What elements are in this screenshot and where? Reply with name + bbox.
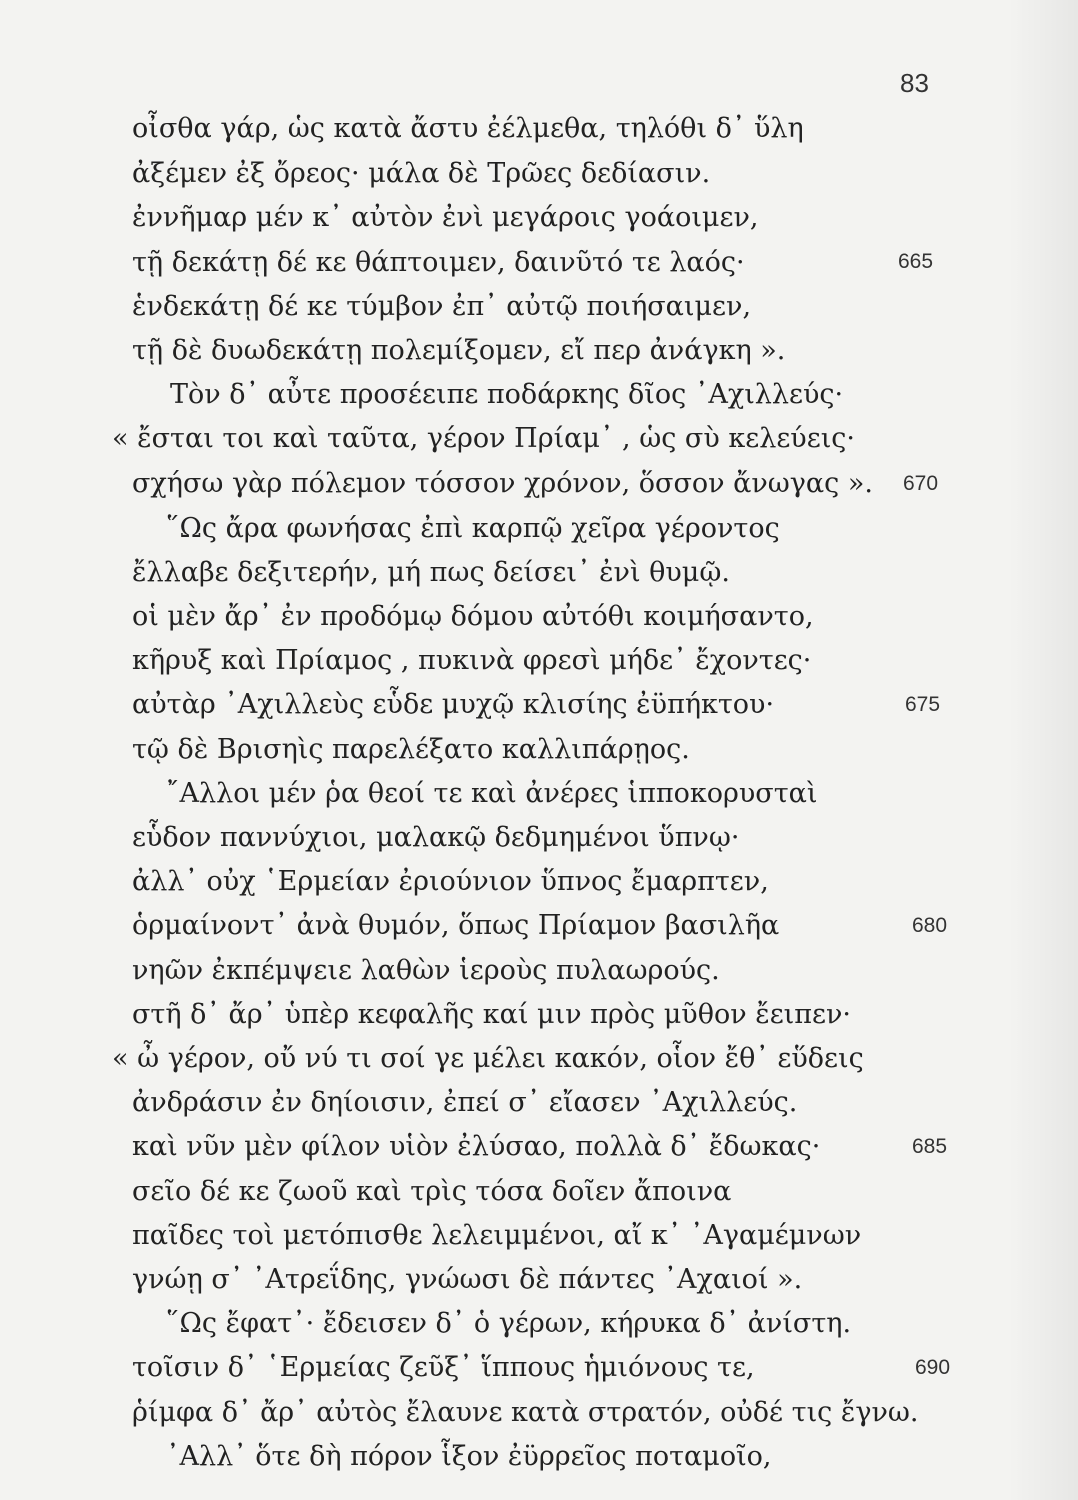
verse-line: εὗδον παννύχιοι, μαλακῷ δεδμημένοι ὕπνῳ· xyxy=(132,822,740,853)
verse-line: « ὦ γέρον, οὔ νύ τι σοί γε μέλει κακόν, οἷον ἔθ᾽ εὕδεις xyxy=(112,1043,864,1074)
verse-line: στῆ δ᾽ ἄρ᾽ ὑπὲρ κεφαλῆς καί μιν πρὸς μῦθον ἔειπεν· xyxy=(132,998,851,1030)
verse-line: ἀξέμεν ἐξ ὄρεος· μάλα δὲ Τρῶες δεδίασιν. xyxy=(132,158,711,190)
line-number: 665 xyxy=(898,249,934,273)
verse-line: Τὸν δ᾽ αὖτε προσέειπε ποδάρκης δῖος ᾽Αχιλλεύς· xyxy=(170,379,844,411)
verse-line: τῷ δὲ Βρισηὶς παρελέξατο καλλιπάρῃος. xyxy=(132,733,690,765)
verse-line: νηῶν ἐκπέμψειε λαθὼν ἱεροὺς πυλαωρούς. xyxy=(132,954,720,986)
verse-line: οἱ μὲν ἄρ᾽ ἐν προδόμῳ δόμου αὐτόθι κοιμήσαντο, xyxy=(132,601,814,632)
line-number: 680 xyxy=(912,913,948,937)
page-number: 83 xyxy=(900,68,929,98)
verse-line: καὶ νῦν μὲν φίλον υἱὸν ἐλύσαο, πολλὰ δ᾽ ἔδωκας· xyxy=(132,1131,821,1163)
verse-line: γνώῃ σ᾽ ᾽Ατρεΐδης, γνώωσι δὲ πάντες ᾽Αχαιοί ». xyxy=(132,1264,803,1295)
verse-line: ῎Αλλοι μέν ῥα θεοί τε καὶ ἀνέρες ἱπποκορυσταὶ xyxy=(166,777,818,809)
verse-line: κῆρυξ καὶ Πρίαμος , πυκινὰ φρεσὶ μήδε᾽ ἔχοντες· xyxy=(132,645,812,677)
verse-line: τοῖσιν δ᾽ ῾Ερμείας ζεῦξ᾽ ἵππους ἡμιόνους τε, xyxy=(132,1352,755,1384)
verse-line: τῇ δεκάτῃ δέ κε θάπτοιμεν, δαινῦτό τε λαός· xyxy=(132,246,745,278)
verse-line: οἶσθα γάρ, ὡς κατὰ ἄστυ ἐέλμεθα, τηλόθι δ᾽ ὕλη xyxy=(132,113,804,144)
verse-line: ἐννῆμαρ μέν κ᾽ αὐτὸν ἐνὶ μεγάροις γοάοιμεν, xyxy=(132,202,759,234)
verse-line: ἑνδεκάτῃ δέ κε τύμβον ἐπ᾽ αὐτῷ ποιήσαιμεν, xyxy=(132,290,752,322)
line-number: 690 xyxy=(915,1355,951,1379)
verse-line: ῞Ως ἄρα φωνήσας ἐπὶ καρπῷ χεῖρα γέροντος xyxy=(166,512,780,544)
verse-line: τῇ δὲ δυωδεκάτῃ πολεμίξομεν, εἴ περ ἀνάγκη ». xyxy=(132,334,786,366)
verse-line: ἔλλαβε δεξιτερήν, μή πως δείσει᾽ ἐνὶ θυμῷ. xyxy=(132,556,730,588)
verse-line: ᾽Αλλ᾽ ὅτε δὴ πόρον ἷξον ἐϋρρεῖος ποταμοῖο, xyxy=(166,1440,772,1472)
verse-line: ῥίμφα δ᾽ ἄρ᾽ αὐτὸς ἔλαυνε κατὰ στρατόν, οὐδέ τις ἔγνω. xyxy=(132,1396,919,1428)
verse-line: ὁρμαίνοντ᾽ ἀνὰ θυμόν, ὅπως Πρίαμον βασιλῆα xyxy=(132,910,780,942)
verse-line: σεῖο δέ κε ζωοῦ καὶ τρὶς τόσα δοῖεν ἄποινα xyxy=(132,1175,732,1207)
verse-line: αὐτὰρ ᾽Αχιλλεὺς εὗδε μυχῷ κλισίης ἐϋπήκτου· xyxy=(132,689,775,721)
line-number: 675 xyxy=(905,692,941,716)
line-number: 685 xyxy=(912,1134,948,1158)
verse-line: « ἔσται τοι καὶ ταῦτα, γέρον Πρίαμ᾽ , ὡς σὺ κελεύεις· xyxy=(112,423,856,455)
verse-line: ῞Ως ἔφατ᾽· ἔδεισεν δ᾽ ὁ γέρων, κήρυκα δ᾽ ἀνίστη. xyxy=(166,1308,852,1340)
line-number: 670 xyxy=(903,471,939,495)
verse-line: ἀλλ᾽ οὐχ ῾Ερμείαν ἐριούνιον ὕπνος ἔμαρπτεν, xyxy=(132,866,769,898)
verse-line: παῖδες τοὶ μετόπισθε λελειμμένοι, αἴ κ᾽ ᾽Αγαμέμνων xyxy=(132,1219,862,1251)
verse-line: σχήσω γὰρ πόλεμον τόσσον χρόνον, ὅσσον ἄνωγας ». xyxy=(132,468,873,500)
verse-line: ἀνδράσιν ἐν δηίοισιν, ἐπεί σ᾽ εἴασεν ᾽Αχιλλεύς. xyxy=(132,1087,798,1119)
